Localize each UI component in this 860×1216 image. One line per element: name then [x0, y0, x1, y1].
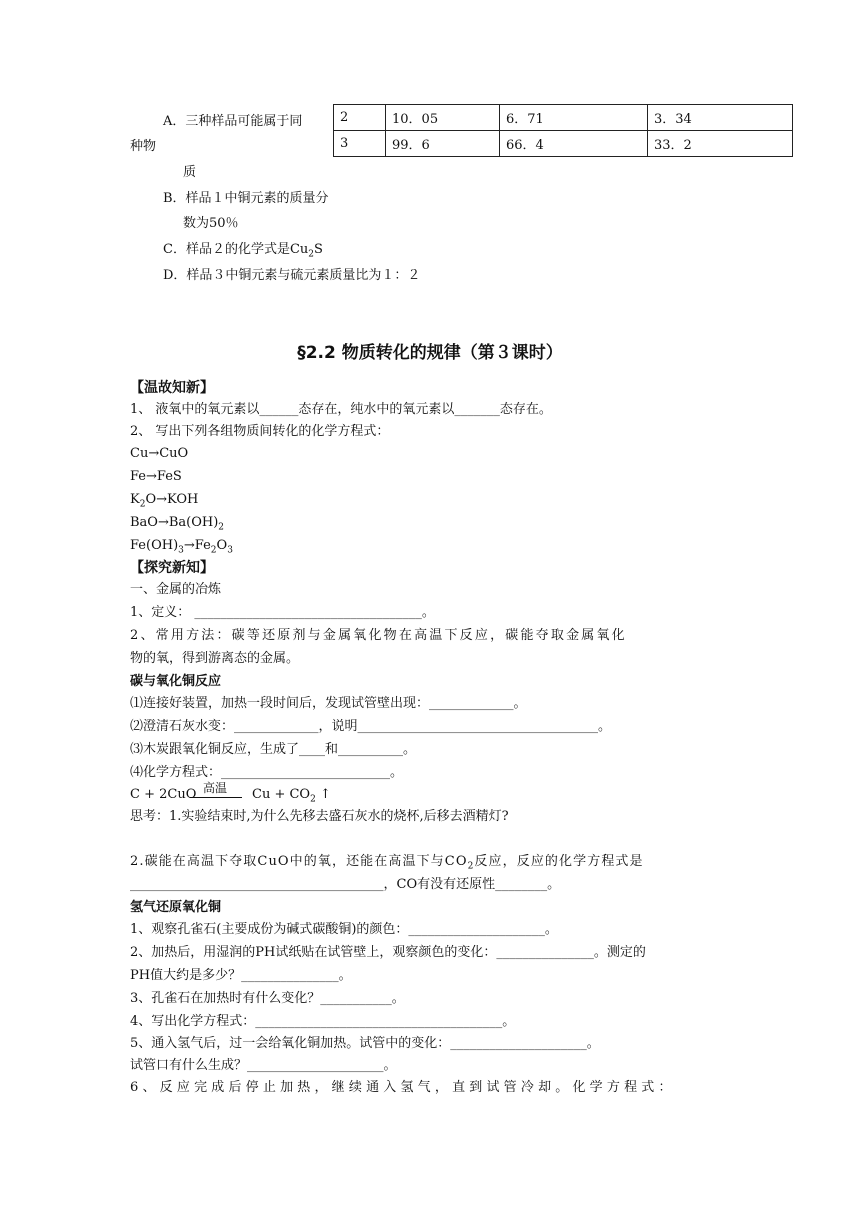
reaction-4: $BaO\to Ba(OH)_2$ — [130, 515, 225, 533]
option-b-line1: B．样品１中铜元素的质量分 — [163, 191, 329, 206]
table-cell: 3．34 — [648, 105, 793, 131]
reaction-2: Fe→FeS — [130, 469, 182, 484]
carbon-step-4: ⑷化学方程式：__________________________。 — [130, 765, 404, 780]
review-q2: 2、 写出下列各组物质间转化的化学方程式： — [130, 424, 390, 439]
table-cell: 99．6 — [386, 131, 500, 157]
hydrogen-step-5-line1: 5、通入氢气后，过一会给氧化铜加热。试管中的变化：_____________________。 — [130, 1036, 600, 1051]
think-2-line1: 2.碳能在高温下夺取CuO中的氧，还能在高温下与$CO_2$反应，反应的化学方程式是 — [130, 854, 644, 872]
option-b-line2: 数为50％ — [183, 216, 239, 231]
carbon-step-3: ⑶木炭跟氧化铜反应，生成了____和__________。 — [130, 742, 417, 757]
condition-label: 高温 — [202, 781, 227, 795]
table-cell: 66．4 — [500, 131, 648, 157]
hydrogen-step-4: 4、写出化学方程式：______________________________________。 — [130, 1014, 516, 1029]
table-cell: 2 — [334, 105, 386, 131]
condition-line — [190, 797, 242, 798]
table-row — [334, 105, 793, 131]
hydrogen-step-2-line1: 2、加热后，用湿润的PH试纸贴在试管壁上，观察颜色的变化：_______________。测定的 — [130, 945, 646, 960]
table-cell: 33．2 — [648, 131, 793, 157]
section-title: §2.2 物质转化的规律（第３课时） — [297, 343, 563, 363]
think-1: 思考：1.实验结束时,为什么先移去盛石灰水的烧杯,后移去酒精灯? — [130, 809, 509, 824]
equation-left: C + 2CuO — [130, 787, 197, 802]
hydrogen-step-6: 6、反应完成后停止加热，继续通入氢气，直到试管冷却。化学方程式： — [130, 1080, 676, 1095]
explore-sub1: 一、金属的冶炼 — [130, 582, 222, 597]
explore-heading: 【探究新知】 — [130, 560, 214, 576]
reaction-5: $Fe(OH)_3\to Fe_2O_3$ — [130, 538, 233, 556]
method-line1: 2、常用方法：碳等还原剂与金属氧化物在高温下反应，碳能夺取金属氧化 — [130, 628, 627, 643]
table-cell: 10．05 — [386, 105, 500, 131]
think-2-line2: _______________________________________，CO有没有还原性________。 — [130, 877, 561, 892]
review-q1: 1、 液氧中的氧元素以______态存在，纯水中的氧元素以_______态存在。 — [130, 402, 552, 417]
reaction-3: $K_2O\to KOH$ — [130, 492, 199, 510]
hydrogen-step-1: 1、观察孔雀石(主要成份为碱式碳酸铜)的颜色：_____________________。 — [130, 922, 558, 937]
option-a-line1: A．三种样品可能属于同 — [163, 114, 303, 129]
table-cell: 3 — [334, 131, 386, 157]
sample-data-table — [333, 104, 793, 157]
option-a-line3: 质 — [183, 165, 197, 180]
hydrogen-step-5-line2: 试管口有什么生成？_____________________。 — [130, 1058, 397, 1073]
definition-line: 1、定义： ___________________________________。 — [130, 605, 435, 620]
option-d: D．样品３中铜元素与硫元素质量比为１：２ — [163, 268, 421, 283]
table-cell: 6．71 — [500, 105, 648, 131]
table-row — [334, 131, 793, 157]
carbon-step-2: ⑵澄清石灰水变：_____________，说明_____________________________________。 — [130, 719, 612, 734]
carbon-heading: 碳与氧化铜反应 — [130, 674, 222, 689]
hydrogen-step-2-line2: PH值大约是多少？_______________。 — [130, 968, 352, 983]
carbon-step-1: ⑴连接好装置，加热一段时间后，发现试管壁出现：_____________。 — [130, 696, 527, 711]
reaction-condition — [190, 781, 250, 805]
method-line2: 物的氧，得到游离态的金属。 — [130, 651, 300, 666]
hydrogen-heading: 氢气还原氧化铜 — [130, 900, 222, 915]
hydrogen-step-3: 3、孔雀石在加热时有什么变化？___________。 — [130, 991, 405, 1006]
equation-right: $Cu + CO_2$ ↑ — [252, 787, 331, 805]
review-heading: 【温故知新】 — [130, 380, 214, 396]
option-c: C．样品２的化学式是$Cu_2S$ — [163, 242, 323, 260]
option-a-line2: 种物 — [130, 139, 157, 154]
reaction-1: Cu→CuO — [130, 446, 189, 461]
